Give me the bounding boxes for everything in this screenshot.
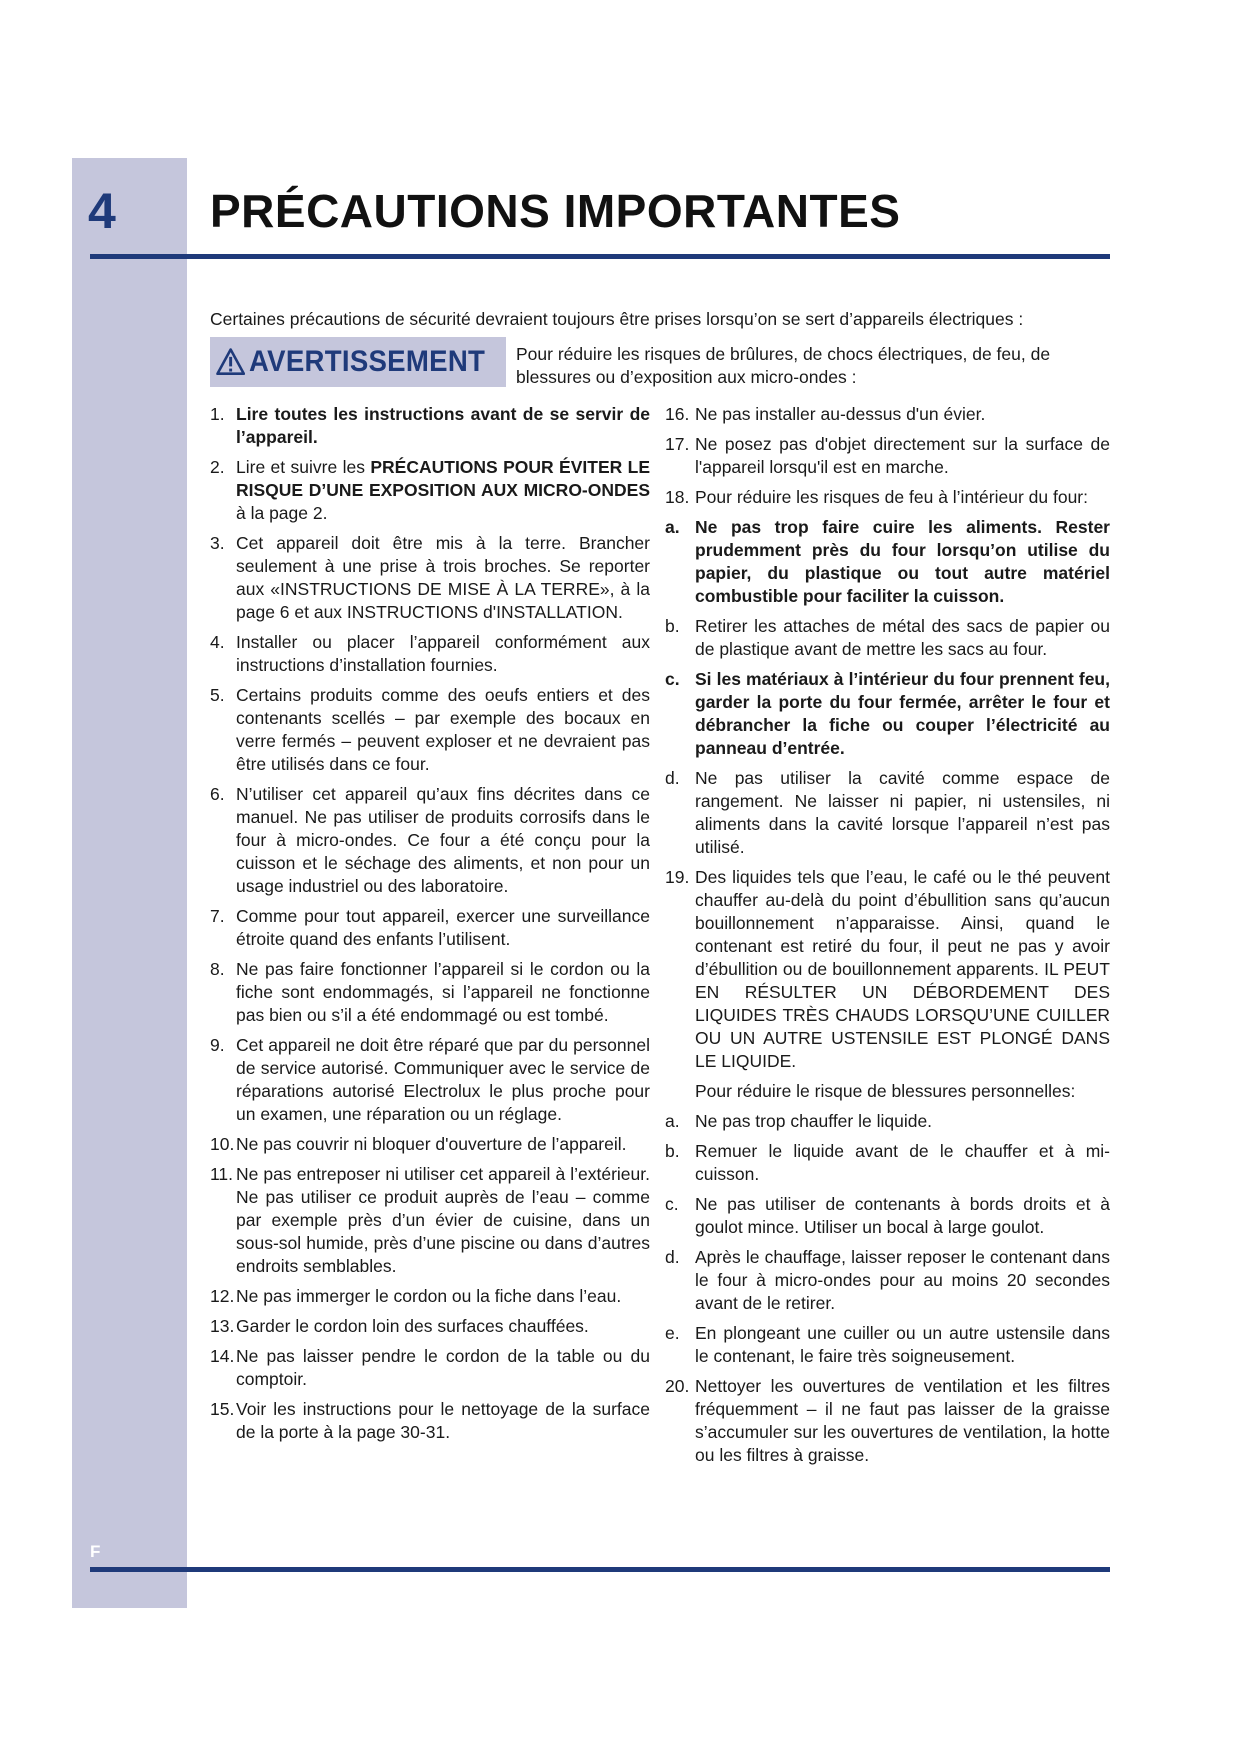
top-rule xyxy=(90,254,1110,259)
list-item-8: 8. Ne pas faire fonctionner l’appareil si le cordon ou la fiche sont endommagés, si l’appareil ne fonctionne pas bien ou s’il a été endommagé ou est tombé. xyxy=(210,959,650,1025)
sub-item-18b: b. Retirer les attaches de métal des sacs de papier ou de plastique avant de mettre les sacs au four. xyxy=(665,616,1110,659)
warning-triangle-icon xyxy=(216,342,245,382)
warning-banner xyxy=(210,337,506,387)
list-item-4: 4. Installer ou placer l’appareil conformément aux instructions d’installation fournies. xyxy=(210,632,650,675)
list-item-7: 7. Comme pour tout appareil, exercer une surveillance étroite quand des enfants l’utilisent. xyxy=(210,906,650,949)
sub-item-19d: d. Après le chauffage, laisser reposer le contenant dans le four à micro-ondes pour au moins 20 secondes avant de le retirer. xyxy=(665,1247,1110,1313)
sub-item-19c: c. Ne pas utiliser de contenants à bords droits et à goulot mince. Utiliser un bocal à large goulot. xyxy=(665,1194,1110,1237)
list-item-14: 14. Ne pas laisser pendre le cordon de la table ou du comptoir. xyxy=(210,1346,650,1389)
list-item-11: 11. Ne pas entreposer ni utiliser cet appareil à l’extérieur. Ne pas utiliser ce produit auprès de l’eau – comme par exemple près d’un évier de cuisine, dans un sous-sol humide, près d’une piscine ou dans d’autres endroits semblables. xyxy=(210,1164,650,1276)
sub-item-18a: a. Ne pas trop faire cuire les aliments. Rester prudemment près du four lorsqu’on utilise du papier, du plastique ou tout autre matériel combustible pour faciliter la cuisson. xyxy=(665,517,1110,606)
list-item-13: 13. Garder le cordon loin des surfaces chauffées. xyxy=(210,1316,589,1336)
list-item-1: 1. Lire toutes les instructions avant de se servir de l’appareil. xyxy=(210,404,650,447)
sub-item-19e: e. En plongeant une cuiller ou un autre ustensile dans le contenant, le faire très soigneusement. xyxy=(665,1323,1110,1366)
paragraph-19: Pour réduire le risque de blessures personnelles: xyxy=(695,1081,1076,1101)
list-item-3: 3. Cet appareil doit être mis à la terre. Brancher seulement à une prise à trois broches. Se reporter aux «INSTRUCTIONS DE MISE À LA TERRE», à la page 6 et aux INSTRUCTIONS d'INSTALLATION. xyxy=(210,533,650,622)
list-item-9: 9. Cet appareil ne doit être réparé que par du personnel de service autorisé. Communiquer avec le service de réparations autorisé Electrolux le plus proche pour un examen, une réparation ou un réglage. xyxy=(210,1035,650,1124)
side-band xyxy=(72,158,187,1608)
page-number: 4 xyxy=(88,183,116,239)
intro-text: Certaines précautions de sécurité devraient toujours être prises lorsqu’on se sert d’appareils électriques : xyxy=(210,309,1024,329)
list-item-2: 2. Lire et suivre les PRÉCAUTIONS POUR ÉVITER LE RISQUE D’UNE EXPOSITION AUX MICRO-ONDES à la page 2. xyxy=(210,457,650,523)
list-item-15: 15. Voir les instructions pour le nettoyage de la surface de la porte à la page 30-31. xyxy=(210,1399,650,1442)
list-item-5: 5. Certains produits comme des oeufs entiers et des contenants scellés – par exemple des bocaux en verre fermés – peuvent exploser et ne devraient pas être utilisés dans ce four. xyxy=(210,685,650,774)
list-item-17: 17. Ne posez pas d'objet directement sur la surface de l'appareil lorsqu'il est en marche. xyxy=(665,434,1110,477)
page-title: PRÉCAUTIONS IMPORTANTES xyxy=(210,185,901,237)
list-item-20: 20. Nettoyer les ouvertures de ventilation et les filtres fréquemment – il ne faut pas laisser de la graisse s’accumuler sur les ouvertures de ventilation, la hotte ou les filtres à graisse. xyxy=(665,1376,1110,1465)
sub-item-18d: d. Ne pas utiliser la cavité comme espace de rangement. Ne laisser ni papier, ni ustensiles, ni aliments dans la cavité lorsque l’appareil n’est pas utilisé. xyxy=(665,768,1110,857)
list-item-18: 18. Pour réduire les risques de feu à l’intérieur du four: xyxy=(665,487,1088,507)
sub-item-19b: b. Remuer le liquide avant de le chauffer et à mi-cuisson. xyxy=(665,1141,1110,1184)
list-item-6: 6. N’utiliser cet appareil qu’aux fins décrites dans ce manuel. Ne pas utiliser de produits corrosifs dans le four à micro-ondes. Ce four a été conçu pour la cuisson et le séchage des aliments, et non pour un usage industriel ou des laboratoire. xyxy=(210,784,650,896)
warning-label: AVERTISSEMENT xyxy=(249,345,486,378)
right-column xyxy=(665,403,1110,1474)
bottom-rule xyxy=(90,1567,1110,1572)
list-item-10: 10. Ne pas couvrir ni bloquer d'ouverture de l’appareil. xyxy=(210,1134,627,1154)
list-item-16: 16. Ne pas installer au-dessus d'un évier. xyxy=(665,404,986,424)
sub-item-19a: a. Ne pas trop chauffer le liquide. xyxy=(665,1111,933,1131)
sub-item-18c: c. Si les matériaux à l’intérieur du four prennent feu, garder la porte du four fermée, arrêter le four et débrancher la fiche ou couper l’électricité au panneau d’entrée. xyxy=(665,669,1110,758)
warning-text: Pour réduire les risques de brûlures, de chocs électriques, de feu, de blessures ou d’exposition aux micro-ondes : xyxy=(516,344,1051,387)
list-item-19: 19. Des liquides tels que l’eau, le café ou le thé peuvent chauffer au-delà du point d’ébullition sans qu’aucun bouillonnement n’apparaisse. Ainsi, quand le contenant est retiré du four, il peut ne pas y avoir d’ébullition ou de bouillonnement apparents. IL PEUT EN RÉSULTER UN DÉBORDEMENT DES LIQUIDES TRÈS CHAUDS LORSQU’UNE CUILLER OU UN AUTRE USTENSILE EST PLONGÉ DANS LE LIQUIDE. xyxy=(665,867,1110,1071)
language-letter: F xyxy=(90,1542,101,1561)
list-item-12: 12. Ne pas immerger le cordon ou la fiche dans l’eau. xyxy=(210,1286,622,1306)
left-column xyxy=(210,403,650,1451)
